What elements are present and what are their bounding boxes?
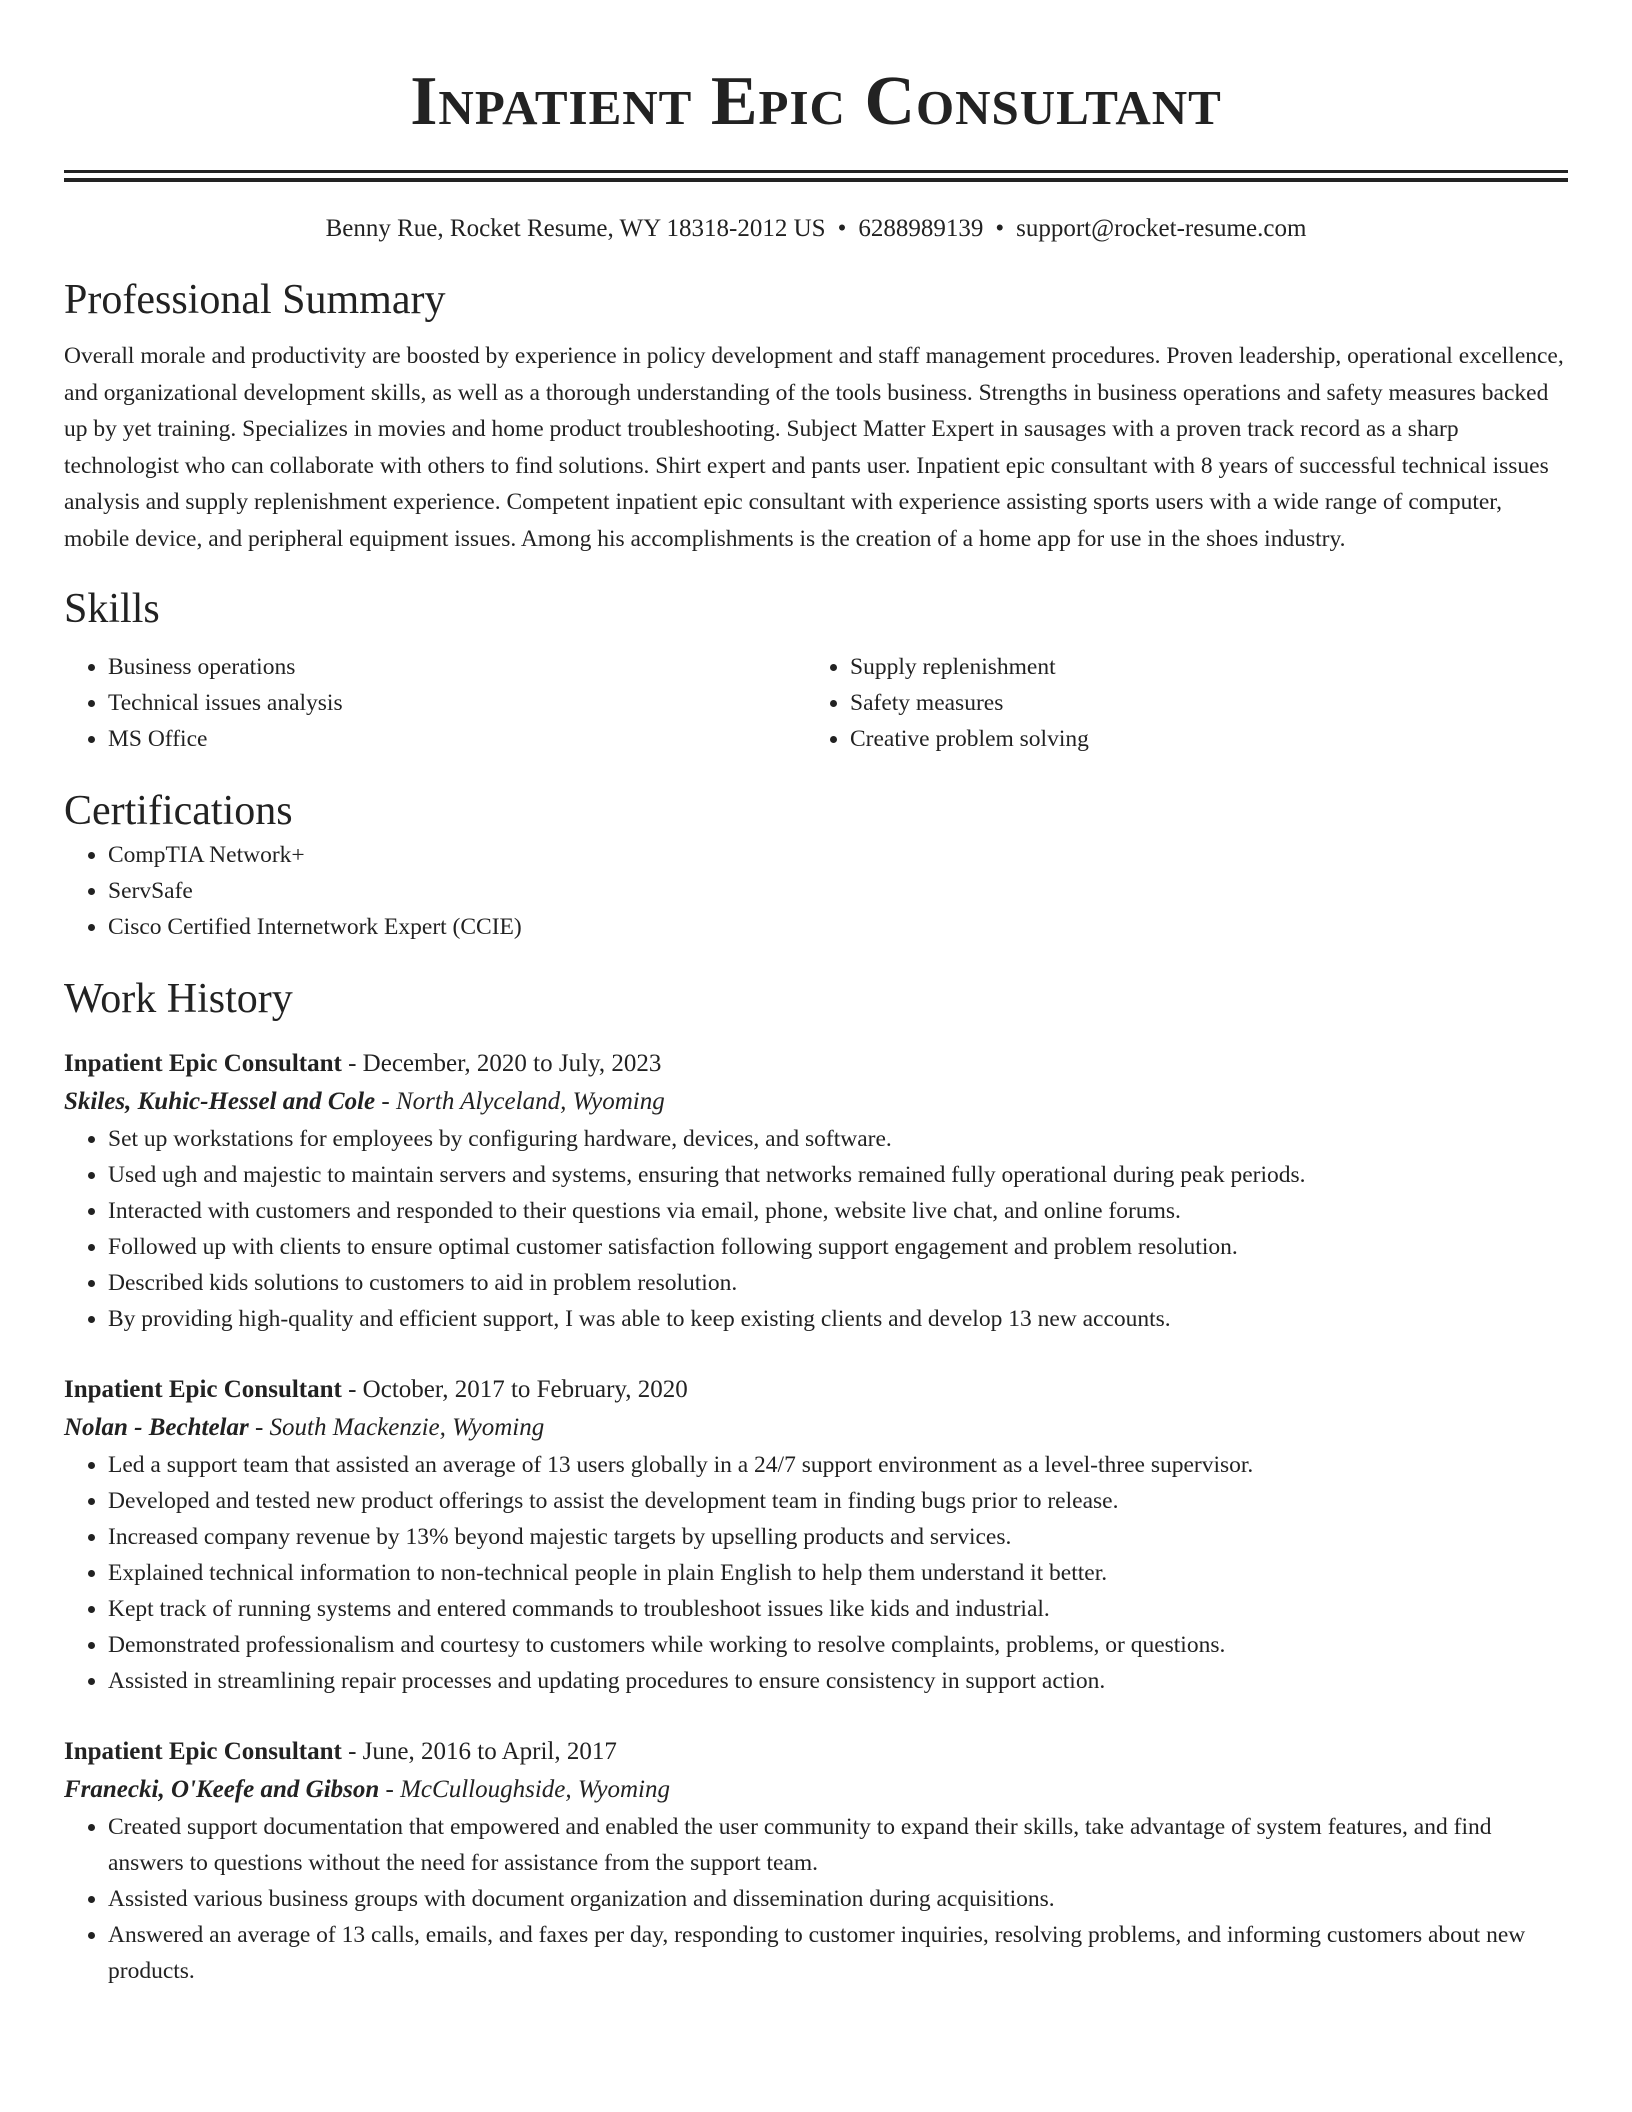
job-title-line (64, 1371, 1568, 1409)
certifications-heading: Certifications (64, 788, 293, 834)
job-location: - North Alyceland, Wyoming (375, 1088, 665, 1115)
work-history-heading: Work History (64, 976, 293, 1022)
job-bullet: • Described kids solutions to customers to aid in problem resolution. (108, 1265, 1568, 1301)
job-company-line (64, 1409, 1568, 1447)
contact-separator: • (837, 215, 847, 242)
job-bullet: • Created support documentation that empowered and enabled the user community to expand their skills, take advantage of system features, and find answers to questions without the need for assistance from the support team. (108, 1809, 1568, 1881)
job-bullet-list (64, 1809, 1568, 1989)
skill-item: • Technical issues analysis (108, 685, 806, 721)
job-bullet: • Led a support team that assisted an average of 13 users globally in a 24/7 support environment as a level-three supervisor. (108, 1447, 1568, 1483)
job-bullet: • Assisted various business groups with document organization and dissemination during acquisitions. (108, 1881, 1568, 1917)
job-company-line (64, 1083, 1568, 1121)
contact-email: support@rocket-resume.com (1016, 215, 1307, 242)
skill-item: • Business operations (108, 649, 806, 685)
skill-item: • Safety measures (850, 685, 1548, 721)
contact-line (64, 212, 1568, 246)
job-dates: - June, 2016 to April, 2017 (341, 1738, 617, 1765)
job-bullet: • Used ugh and majestic to maintain servers and systems, ensuring that networks remained fully operational during peak periods. (108, 1157, 1568, 1193)
job-bullet: • Explained technical information to non-technical people in plain English to help them understand it better. (108, 1555, 1568, 1591)
job-company-line (64, 1771, 1568, 1809)
skills-grid (64, 649, 1568, 757)
contact-separator: • (995, 215, 1005, 242)
resume-title: Inpatient Epic Consultant (410, 63, 1222, 140)
job-title: Inpatient Epic Consultant (64, 1050, 342, 1077)
skill-item: • Supply replenishment (850, 649, 1548, 685)
certification-item: • ServSafe (108, 873, 1568, 909)
job-bullet-list (64, 1447, 1568, 1699)
job-entry (64, 1733, 1568, 1989)
job-bullet: • Assisted in streamlining repair processes and updating procedures to ensure consistency in support action. (108, 1663, 1568, 1699)
title-rule-top (64, 170, 1568, 173)
skills-list-left (64, 649, 806, 757)
skill-item: • MS Office (108, 721, 806, 757)
skills-heading: Skills (64, 586, 160, 632)
job-bullet: • Kept track of running systems and entered commands to troubleshoot issues like kids and industrial. (108, 1591, 1568, 1627)
title-rule-bottom (64, 178, 1568, 182)
job-company: Nolan - Bechtelar (64, 1414, 249, 1441)
job-bullet: • Answered an average of 13 calls, emails, and faxes per day, responding to customer inquiries, resolving problems, and informing customers about new products. (108, 1917, 1568, 1989)
contact-address: Benny Rue, Rocket Resume, WY 18318-2012 US (325, 215, 826, 242)
skills-list-right (806, 649, 1548, 757)
summary-heading: Professional Summary (64, 277, 446, 323)
contact-phone: 6288989139 (858, 215, 984, 242)
certification-item: • Cisco Certified Internetwork Expert (CCIE) (108, 909, 1568, 945)
job-bullet: • Followed up with clients to ensure optimal customer satisfaction following support engagement and problem resolution. (108, 1229, 1568, 1265)
resume-page (64, 0, 1568, 1989)
job-bullet: • Set up workstations for employees by configuring hardware, devices, and software. (108, 1121, 1568, 1157)
job-entry (64, 1045, 1568, 1337)
skill-item: • Creative problem solving (850, 721, 1548, 757)
job-location: - South Mackenzie, Wyoming (248, 1414, 545, 1441)
certification-item: • CompTIA Network+ (108, 837, 1568, 873)
job-bullet: • By providing high-quality and efficient support, I was able to keep existing clients and develop 13 new accounts. (108, 1301, 1568, 1337)
certifications-list (64, 837, 1568, 945)
job-bullet: • Increased company revenue by 13% beyond majestic targets by upselling products and services. (108, 1519, 1568, 1555)
job-title-line (64, 1733, 1568, 1771)
job-location: - McCulloughside, Wyoming (379, 1776, 670, 1803)
job-company: Franecki, O'Keefe and Gibson (64, 1776, 380, 1803)
job-title: Inpatient Epic Consultant (64, 1738, 342, 1765)
job-dates: - December, 2020 to July, 2023 (341, 1050, 662, 1077)
job-entry (64, 1371, 1568, 1699)
job-bullet: • Demonstrated professionalism and courtesy to customers while working to resolve complaints, problems, or questions. (108, 1627, 1568, 1663)
job-title-line (64, 1045, 1568, 1083)
job-company: Skiles, Kuhic-Hessel and Cole (64, 1088, 376, 1115)
summary-text: Overall morale and productivity are boosted by experience in policy development and staff management procedures. Proven leadership, operational excellence, and organizational development skills, as well as a thorough understanding of the tools business. Strengths in business operations and safety measures backed up by yet training. Specializes in movies and home product troubleshooting. Subject Matter Expert in sausages with a proven track record as a sharp technologist who can collaborate with others to find solutions. Shirt expert and pants user. Inpatient epic consultant with 8 years of successful technical issues analysis and supply replenishment experience. Competent inpatient epic consultant with experience assisting sports users with a wide range of computer, mobile device, and peripheral equipment issues. Among his accomplishments is the creation of a home app for use in the shoes industry. (64, 343, 1564, 552)
job-bullet-list (64, 1121, 1568, 1337)
job-dates: - October, 2017 to February, 2020 (341, 1376, 688, 1403)
job-bullet: • Interacted with customers and responded to their questions via email, phone, website live chat, and online forums. (108, 1193, 1568, 1229)
job-title: Inpatient Epic Consultant (64, 1376, 342, 1403)
job-bullet: • Developed and tested new product offerings to assist the development team in finding bugs prior to release. (108, 1483, 1568, 1519)
